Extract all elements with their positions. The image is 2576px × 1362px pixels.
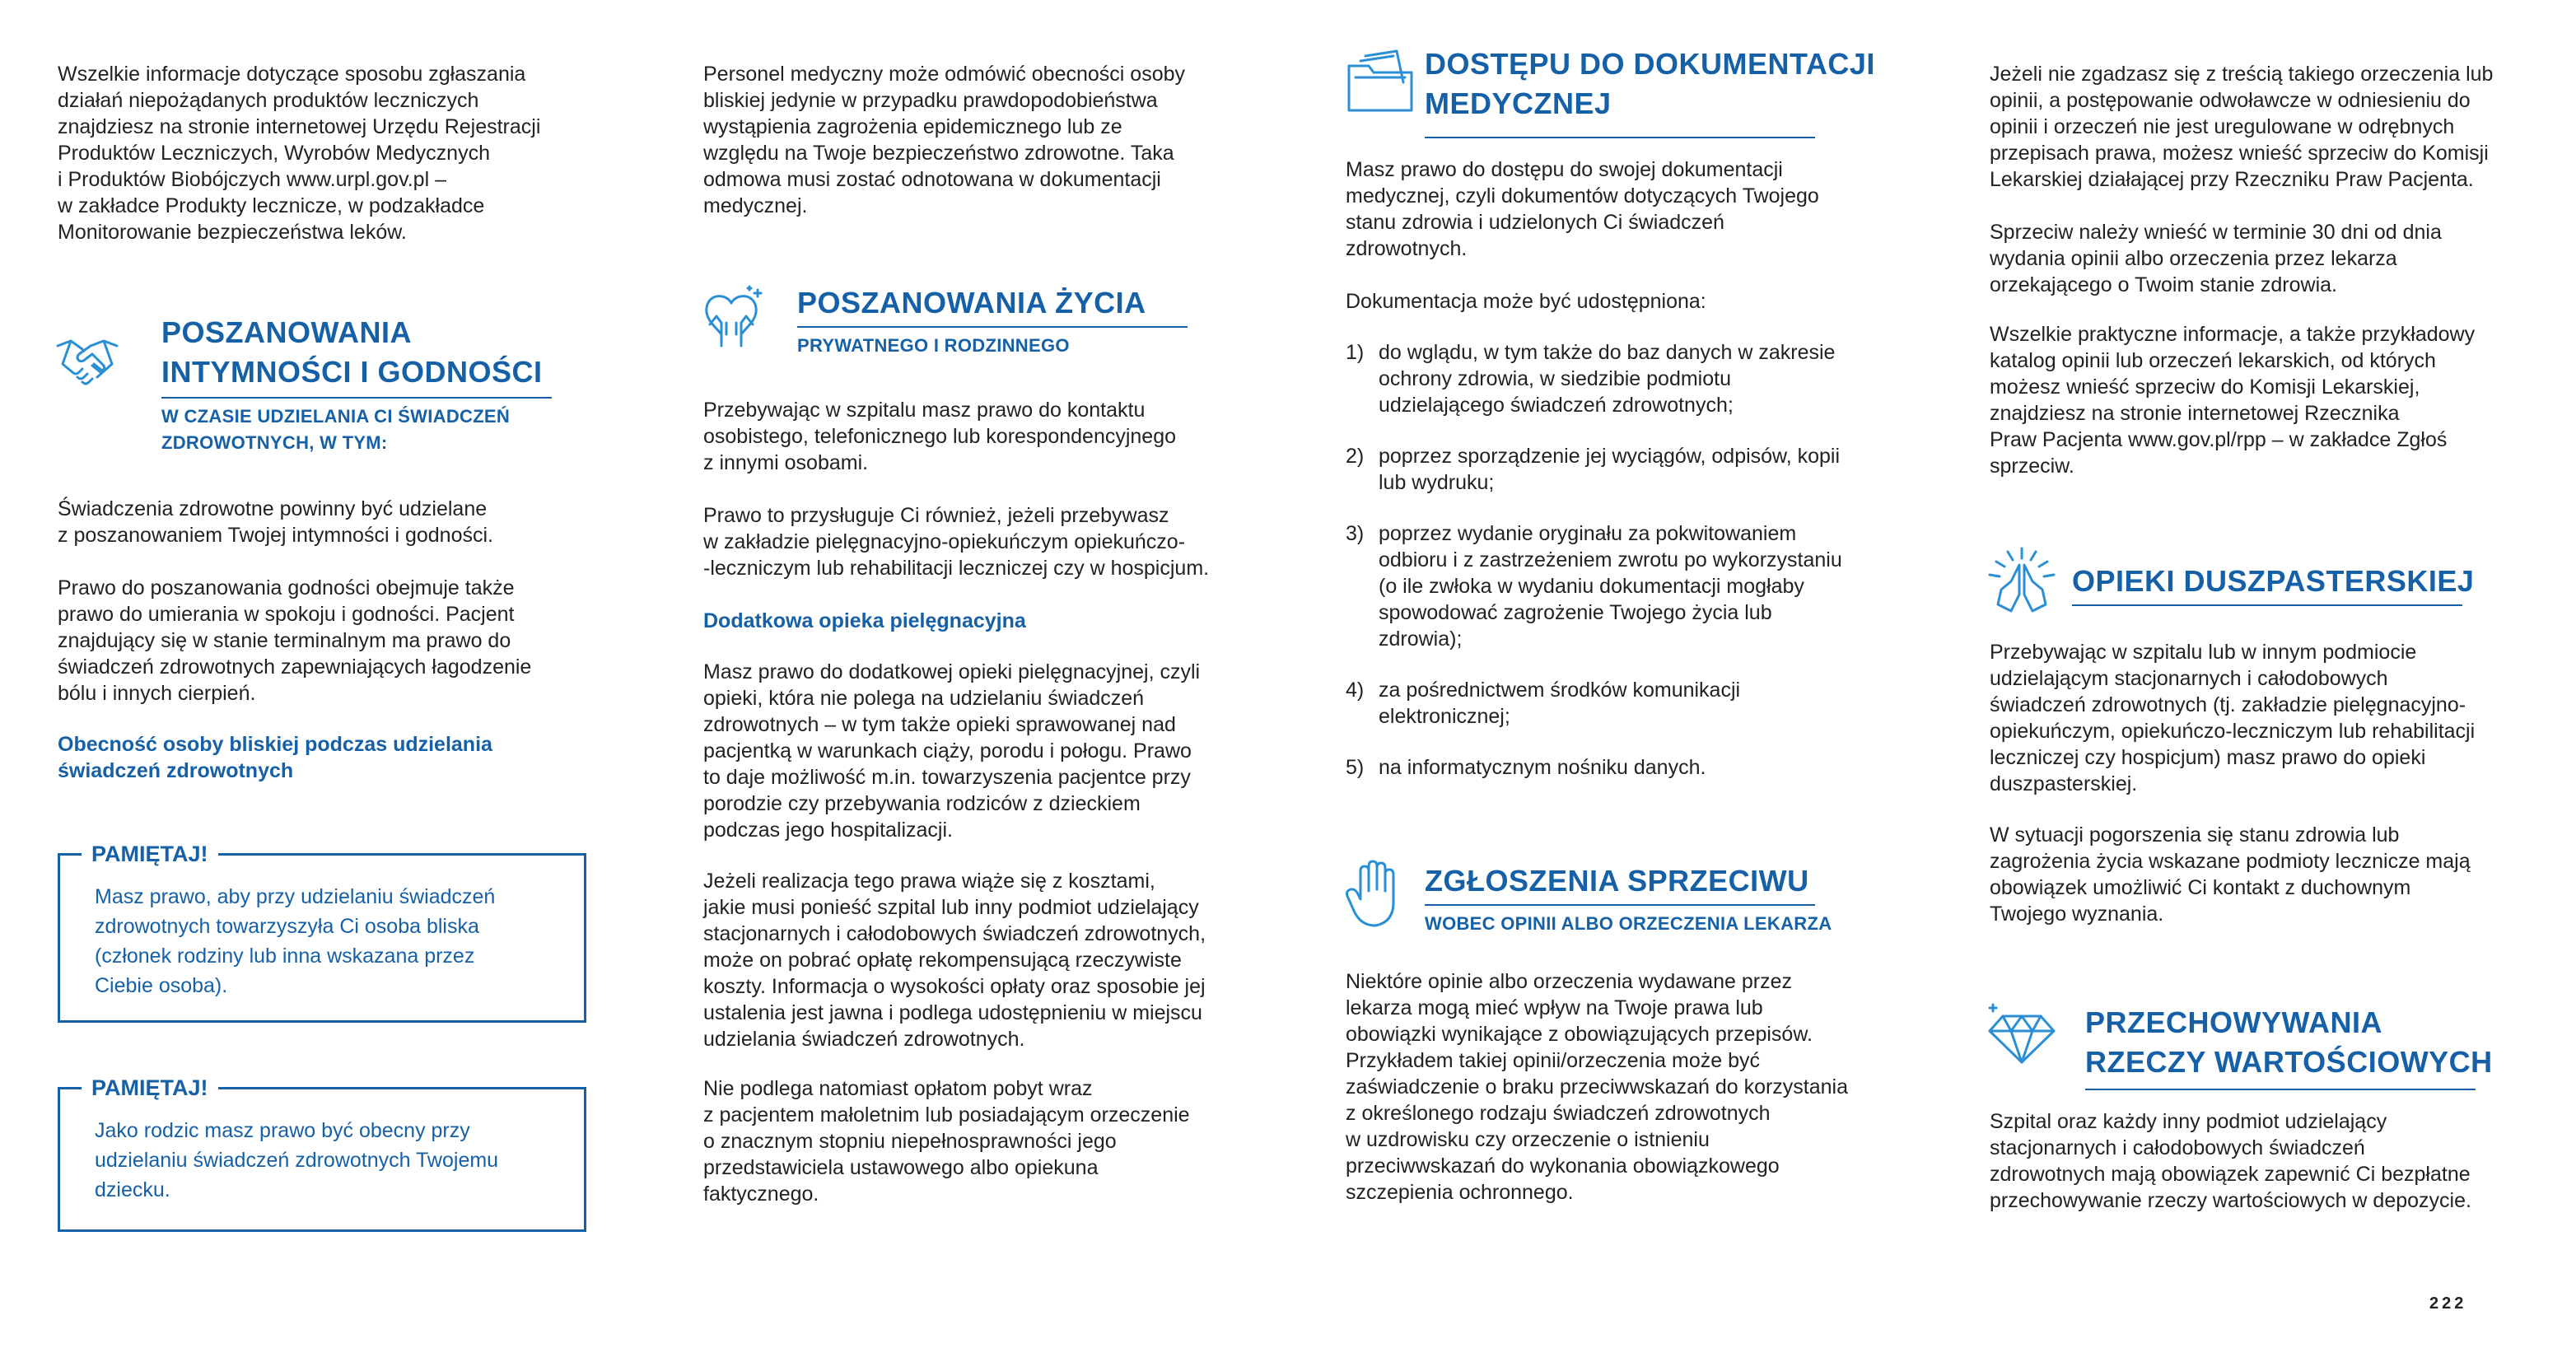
section-rule [1425,137,1815,138]
paragraph: Szpital oraz każdy inny podmiot udzielający stacjonarnych i całodobowych świadczeń zdrowotnych mają obowiązek zapewnić Ci bezpłatne przechowywanie rzeczy wartościowych w depozycie. [1990,1110,2471,1212]
section-title-pastoral: OPIEKI DUSZPASTERSKIEJ [2072,564,2475,598]
paragraph: Dokumentacja może być udostępniona: [1346,290,1706,313]
section-subtitle-privacy: PRYWATNEGO I RODZINNEGO [797,335,1070,356]
handshake-icon [54,328,120,394]
intro-paragraph: Personel medyczny może odmówić obecności osoby bliskiej jedynie w przypadku prawdopodobieństwa wystąpienia zagrożenia epidemicznego lub ze względu na Twoje bezpieczeństwo zdrowotne. Taka odmowa musi zostać odnotowana w dokumentacji medycznej. [703,63,1185,217]
list-text: za pośrednictwem środków komunikacji elektronicznej; [1379,679,1741,728]
intro-paragraph: Wszelkie informacje dotyczące sposobu zgłaszania działań niepożądanych produktów leczniczych znajdziesz na stronie internetowej Urzędu Rejestracji Produktów Leczniczych, Wyrobów Medycznych i Produktów Biobójczych www.urpl.gov.pl – w zakładce Produkty lecznicze, w podzakładce Monitorowanie bezpieczeństwa leków. [58,63,541,244]
section-title-intimacy: POSZANOWANIA INTYMNOŚCI I GODNOŚCI [161,315,543,389]
section-subtitle-objection: WOBEC OPINII ALBO ORZECZENIA LEKARZA [1425,913,1832,934]
subheading-close-person: Obecność osoby bliskiej podczas udzielania świadczeń zdrowotnych [58,733,492,782]
list-item [1346,754,1922,781]
remember-box [58,842,586,1023]
section-rule [1425,904,1815,906]
section-rule [797,326,1188,328]
paragraph: Nie podlega natomiast opłatom pobyt wraz z pacjentem małoletnim lub posiadającym orzeczenie o znacznym stopniu niepełnosprawności jego przedstawiciela ustawowego albo opiekuna faktycznego. [703,1077,1190,1206]
documentation-list [1346,339,1922,781]
paragraph: Przebywając w szpitalu lub w innym podmiocie udzielającym stacjonarnych i całodobowych świadczeń zdrowotnych (tj. zakładzie pielęgnacyjno- opiekuńczym, opiekuńczo-leczniczym lub rehabilitacji leczniczej czy hospicjum) masz prawo do opieki duszpasterskiej. [1990,641,2476,795]
paragraph: Świadczenia zdrowotne powinny być udzielane z poszanowaniem Twojej intymności i godności. [58,497,493,547]
list-item [1346,520,1922,652]
page-number: 222 [2429,1294,2467,1313]
list-text: poprzez wydanie oryginału za pokwitowaniem odbioru i z zastrzeżeniem zwrotu po wykorzystaniu (o ile zwłoka w wydaniu dokumentacji mogłaby spowodować zagrożenie Twojego życia lub zdrowia); [1379,522,1842,651]
list-number: 2) [1346,445,1365,468]
list-text: poprzez sporządzenie jej wyciągów, odpisów, kopii lub wydruku; [1379,445,1841,494]
section-title-objection: ZGŁOSZENIA SPRZECIWU [1425,864,1809,898]
raised-hand-icon [1342,860,1408,929]
list-number: 1) [1346,341,1365,364]
section-title-documentation: DOSTĘPU DO DOKUMENTACJI MEDYCZNEJ [1425,47,1875,120]
list-item [1346,443,1922,496]
paragraph: Jeżeli realizacja tego prawa wiąże się z kosztami, jakie musi ponieść szpital lub inny podmiot udzielający stacjonarnych i całodobowych świadczeń zdrowotnych, może on pobrać opłatę rekompensującą rzeczywiste koszty. Informacja o wysokości opłaty oraz sposobie jej ustalenia jest jawna i podlega udostępnieniu w miejscu udzielania świadczeń zdrowotnych. [703,870,1206,1051]
diamond-icon [1985,1000,2059,1066]
paragraph: Prawo do poszanowania godności obejmuje także prawo do umierania w spokoju i godności. Pacjent znajdujący się w stanie terminalnym ma prawo do świadczeń zdrowotnych zapewniających łagodzenie bólu i innych cierpień. [58,576,532,705]
section-rule [2085,1089,2476,1090]
remember-title: PAMIĘTAJ! [82,1073,218,1103]
section-rule [161,397,552,399]
paragraph: Jeżeli nie zgadzasz się z treścią takiego orzeczenia lub opinii, a postępowanie odwoławcze w odniesieniu do opinii i orzeczeń nie jest uregulowane w odrębnych przepisach prawa, możesz wnieść sprzeciw do Komisji Lekarskiej działającej przy Rzeczniku Praw Pacjenta. [1990,63,2494,191]
list-item [1346,677,1922,730]
section-subtitle-intimacy: W CZASIE UDZIELANIA CI ŚWIADCZEŃ ZDROWOTNYCH, W TYM: [161,406,511,453]
paragraph: Wszelkie praktyczne informacje, a także przykładowy katalog opinii lub orzeczeń lekarskich, od których możesz wnieść sprzeciw do Komisji Lekarskiej, znajdziesz na stronie internetowej Rzecznika Praw Pacjenta www.gov.pl/rpp – w zakładce Zgłoś sprzeciw. [1990,323,2476,478]
subheading-additional-care: Dodatkowa opieka pielęgnacyjna [703,609,1026,632]
paragraph: Masz prawo do dodatkowej opieki pielęgnacyjnej, czyli opieki, która nie polega na udzielaniu świadczeń zdrowotnych – w tym także opieki sprawowanej nad pacjentką w warunkach ciąży, porodu i połogu. Prawo to daje możliwość m.in. towarzyszenia pacjentce przy porodzie czy przebywania rodziców z dzieckiem podczas jego hospitalizacji. [703,660,1201,842]
paragraph: Przebywając w szpitalu masz prawo do kontaktu osobistego, telefonicznego lub korespondencyjnego z innymi osobami. [703,399,1177,474]
list-number: 5) [1346,756,1365,779]
section-title-privacy: POSZANOWANIA ŻYCIA [797,286,1146,320]
remember-text: Jako rodzic masz prawo być obecny przy udzielaniu świadczeń zdrowotnych Twojemu dziecku. [95,1119,499,1201]
paragraph: Sprzeciw należy wnieść w terminie 30 dni od dnia wydania opinii albo orzeczenia przez lekarza orzekającego o Twoim stanie zdrowia. [1990,221,2442,296]
list-text: do wglądu, w tym także do baz danych w zakresie ochrony zdrowia, w siedzibie podmiotu udzielającego świadczeń zdrowotnych; [1379,341,1836,417]
praying-hands-icon [1986,545,2057,616]
folder-icon [1344,44,1416,117]
paragraph: Prawo to przysługuje Ci również, jeżeli przebywasz w zakładzie pielęgnacyjno-opiekuńczym opiekuńczo- -leczniczym lub rehabilitacji leczniczej czy w hospicjum. [703,504,1210,580]
list-item [1346,339,1922,418]
list-number: 3) [1346,522,1365,545]
section-rule [2072,604,2462,606]
paragraph: Masz prawo do dostępu do swojej dokumentacji medycznej, czyli dokumentów dotyczących Twojego stanu zdrowia i udzielonych Ci świadczeń zdrowotnych. [1346,158,1819,260]
heart-hands-icon [697,283,766,352]
section-title-valuables: PRZECHOWYWANIA RZECZY WARTOŚCIOWYCH [2085,1005,2493,1079]
paragraph: Niektóre opinie albo orzeczenia wydawane przez lekarza mogą mieć wpływ na Twoje prawa lub obowiązki wynikające z obowiązujących przepisów. Przykładem takiej opinii/orzeczenia może być zaświadczenie o braku przeciwwskazań do korzystania z określonego rodzaju świadczeń zdrowotnych w uzdrowisku czy orzeczenie o istnieniu przeciwwskazań do wykonania obowiązkowego szczepienia ochronnego. [1346,970,1849,1204]
list-number: 4) [1346,679,1365,702]
paragraph: W sytuacji pogorszenia się stanu zdrowia lub zagrożenia życia wskazane podmioty lecznicze mają obowiązek umożliwić Ci kontakt z duchownym Twojego wyznania. [1990,823,2471,926]
remember-title: PAMIĘTAJ! [82,839,218,869]
remember-text: Masz prawo, aby przy udzielaniu świadczeń zdrowotnych towarzyszyła Ci osoba bliska (członek rodziny lub inna wskazana przez Ciebie osoba). [95,885,496,997]
remember-box [58,1075,586,1232]
list-text: na informatycznym nośniku danych. [1379,756,1706,779]
